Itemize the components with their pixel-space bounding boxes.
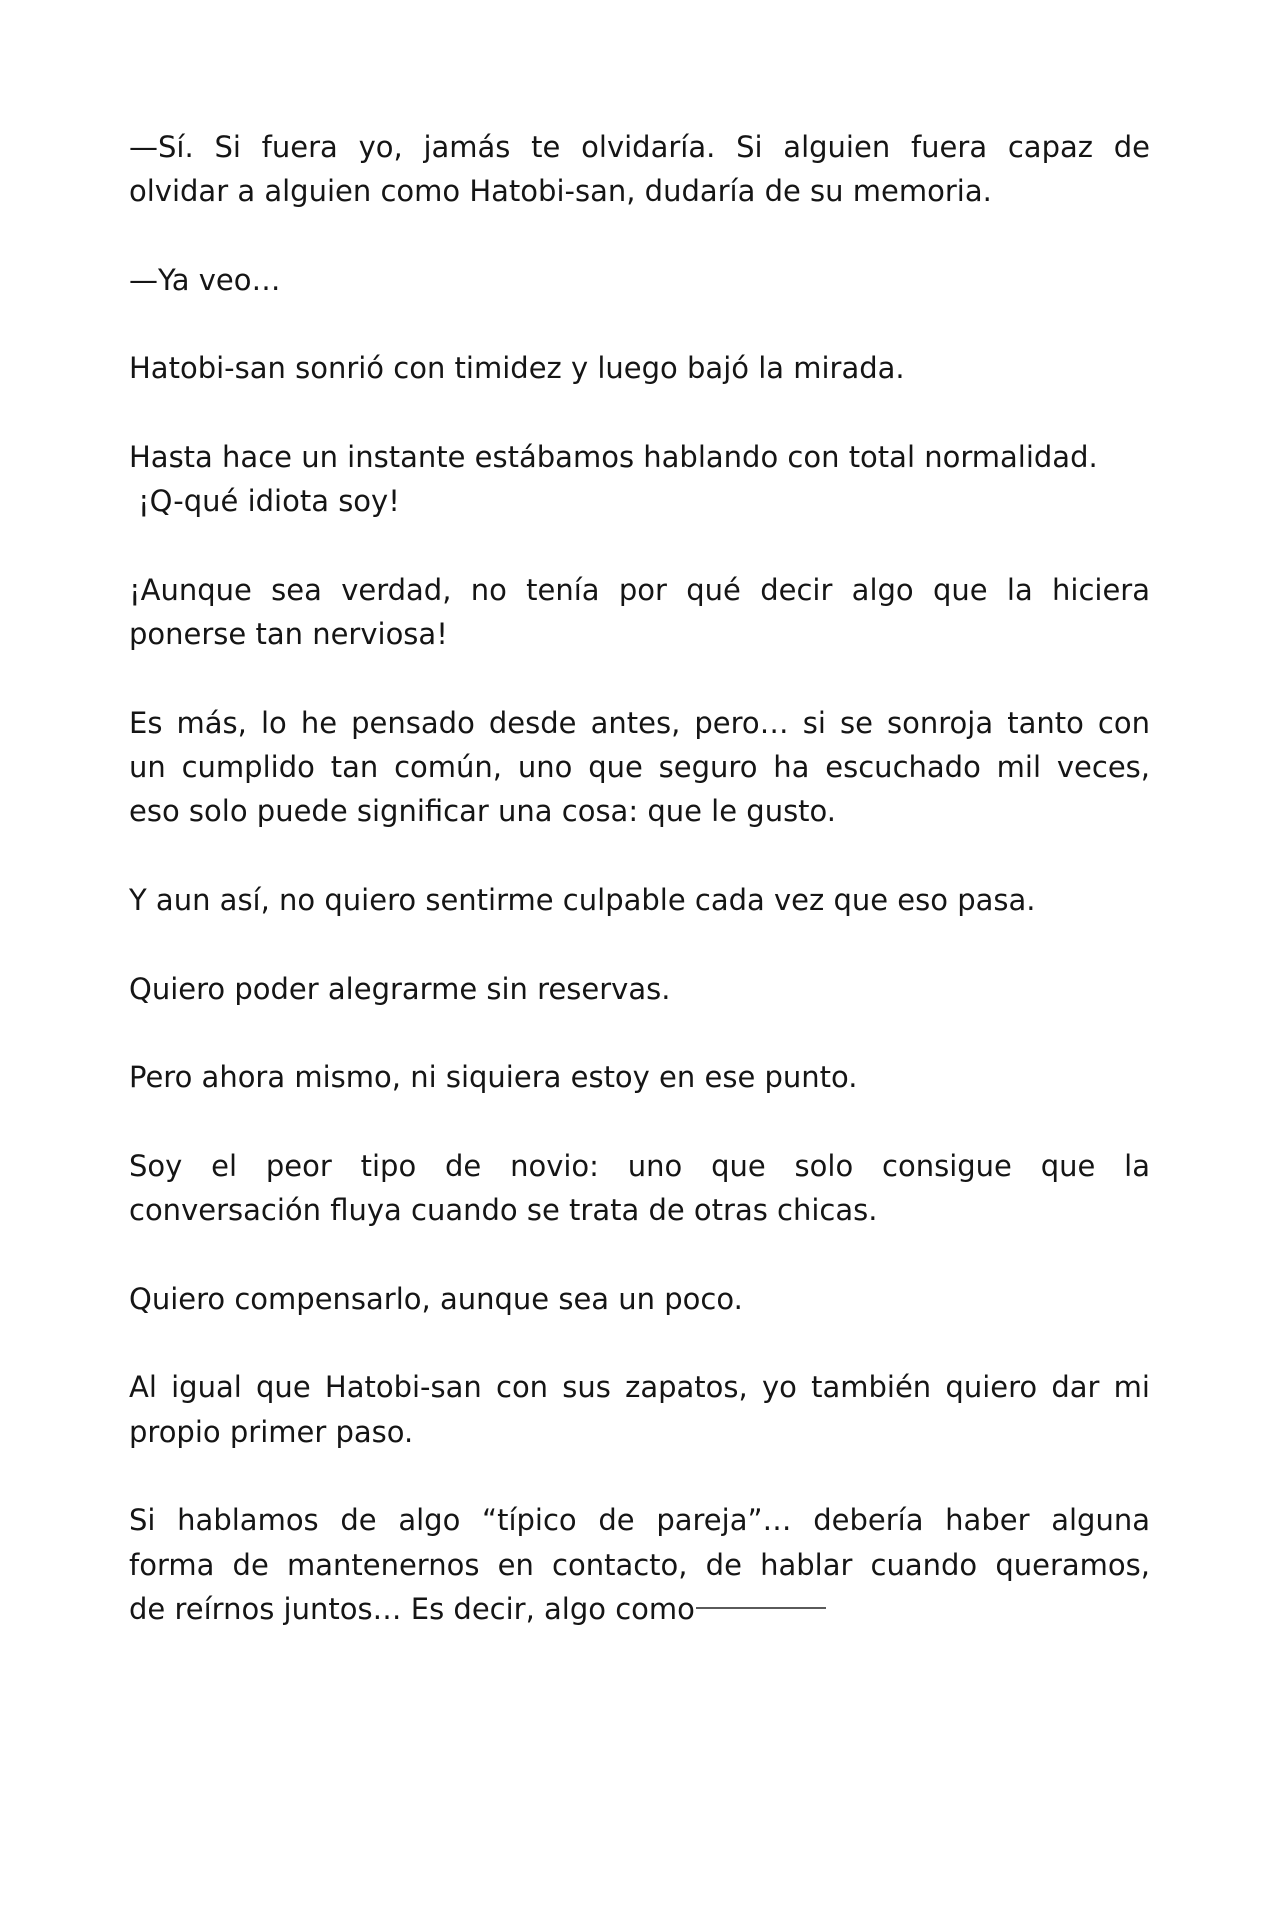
paragraph [129,346,1150,390]
text-line: un cumplido tan común, uno que seguro ha escuchado mil veces, [129,750,1150,785]
text-line: forma de mantenernos en contacto, de hablar cuando queramos, [129,1547,1150,1582]
text-line: Hasta hace un instante estábamos hablando con total normalidad. [129,440,1098,475]
text-line-final [129,1587,1150,1631]
text-line: Si hablamos de algo “típico de pareja”… debería haber alguna [129,1503,1150,1538]
text-line: ¡Q-qué idiota soy! [138,484,400,519]
paragraph [129,967,1150,1011]
paragraph [129,1144,1150,1233]
text-line: ¡Aunque sea verdad, no tenía por qué decir algo que la hiciera [129,572,1150,607]
paragraph [129,878,1150,922]
paragraph [129,701,1150,834]
text-line: Quiero poder alegrarme sin reservas. [129,971,671,1006]
text-line: conversación fluya cuando se trata de otras chicas. [129,1193,878,1228]
trailing-dash-line [696,1607,826,1609]
paragraph [129,435,1150,524]
text-line: Quiero compensarlo, aunque sea un poco. [129,1281,743,1316]
text-line: Pero ahora mismo, ni siquiera estoy en ese punto. [129,1060,858,1095]
text-line: eso solo puede significar una cosa: que le gusto. [129,794,837,829]
text-line: —Sí. Si fuera yo, jamás te olvidaría. Si alguien fuera capaz de [129,130,1150,164]
paragraph [129,1055,1150,1099]
paragraph [129,258,1150,302]
paragraph [129,1365,1150,1454]
text-line: Hatobi-san sonrió con timidez y luego bajó la mirada. [129,351,905,386]
text-line: propio primer paso. [129,1414,414,1449]
text-line: Y aun así, no quiero sentirme culpable cada vez que eso pasa. [129,883,1036,918]
text-line: Soy el peor tipo de novio: uno que solo consigue que la [129,1148,1150,1183]
text-line: —Ya veo… [129,262,281,297]
text-line: olvidar a alguien como Hatobi-san, dudaría de su memoria. [129,174,992,209]
text-line: Es más, lo he pensado desde antes, pero… si se sonroja tanto con [129,705,1150,740]
text-line: ponerse tan nerviosa! [129,617,448,652]
paragraph [129,568,1150,657]
text-line: Al igual que Hatobi-san con sus zapatos, yo también quiero dar mi [129,1370,1150,1405]
paragraph [129,1498,1150,1631]
paragraph [129,1277,1150,1321]
text-line-content: de reírnos juntos… Es decir, algo como [129,1591,695,1626]
document-body [129,125,1150,1675]
paragraph [129,125,1150,214]
